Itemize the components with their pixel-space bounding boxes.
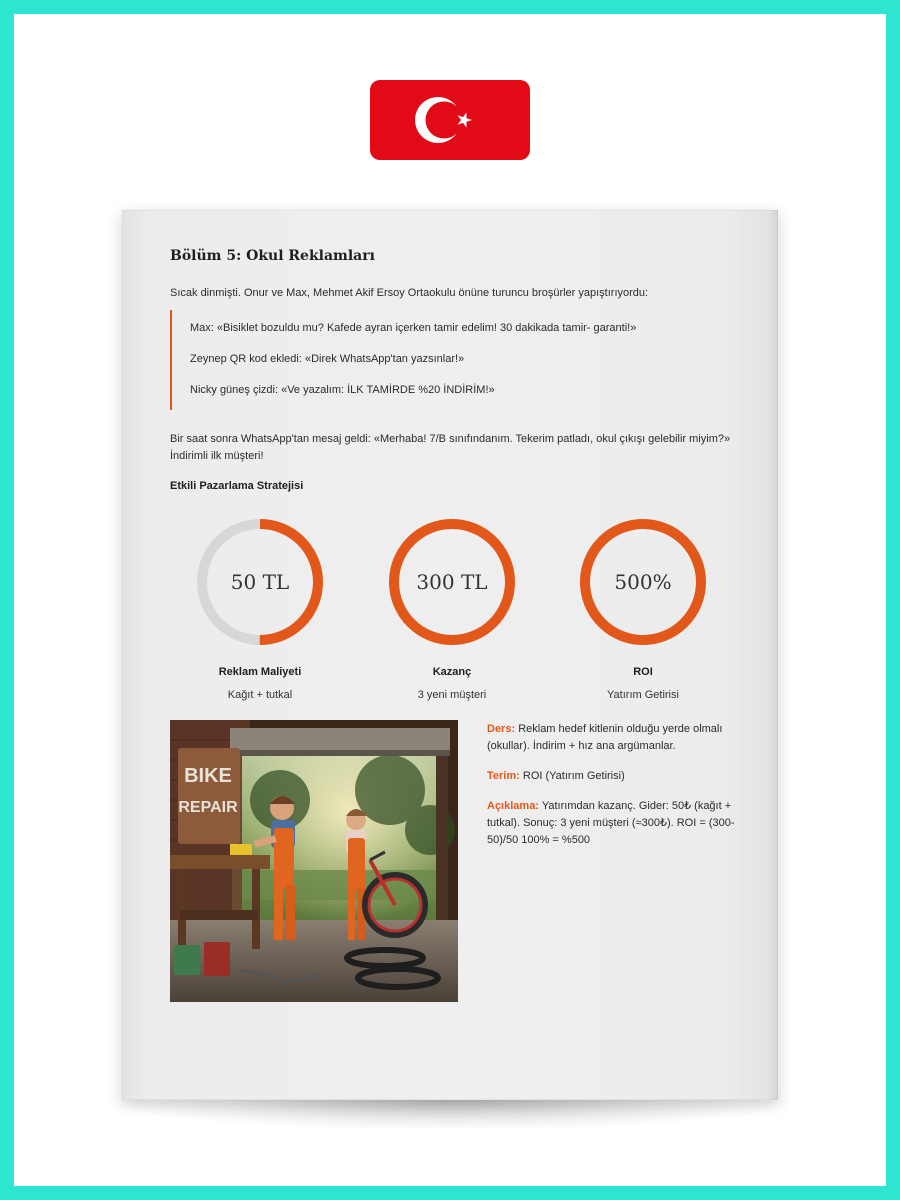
stats-heading: Etkili Pazarlama Stratejisi xyxy=(170,480,304,492)
chapter-title: Bölüm 5: Okul Reklamları xyxy=(170,248,375,264)
quote-line: Max: «Bisiklet bozuldu mu? Kafede ayran içerken tamir edelim! 30 dakikada tamir- garanti!» xyxy=(190,322,637,334)
bike-repair-illustration xyxy=(170,720,458,1002)
quote-line: Nicky güneş çizdi: «Ve yazalım: İLK TAMİRDE %20 İNDİRİM!» xyxy=(190,384,495,396)
stat-label: Reklam Maliyeti xyxy=(218,666,302,678)
sign-text: REPAIR xyxy=(178,799,238,816)
sign-text: BIKE xyxy=(184,765,232,787)
story-paragraph: Bir saat sonra WhatsApp'tan mesaj geldi: «Merhaba! 7/B sınıfındanım. Tekerim patladı, okul çıkışı gelebilir miyim?» İndirimli ilk müşteri! xyxy=(170,433,731,462)
ring-chart xyxy=(573,512,713,652)
turkey-flag-icon xyxy=(370,80,530,160)
note-text: Yatırımdan kazanç. Gider: 50₺ (kağıt + tutkal). Sonuç: 3 yeni müşteri (≈300₺). ROI = (300-50)/50 100% = %500 xyxy=(487,800,735,846)
stat-label: Kazanç xyxy=(432,666,472,678)
note-lesson xyxy=(487,721,737,755)
ring-chart xyxy=(190,512,330,652)
note-term xyxy=(487,768,737,785)
note-key: Ders: xyxy=(487,723,516,735)
note-key: Açıklama: xyxy=(487,800,539,812)
quote-line: Zeynep QR kod ekledi: «Direk WhatsApp'tan yazsınlar!» xyxy=(190,353,465,365)
stat-value: 500% xyxy=(614,570,672,594)
intro-paragraph: Sıcak dinmişti. Onur ve Max, Mehmet Akif Ersoy Ortaokulu önüne turuncu broşürler yapıştırıyordu: xyxy=(170,287,649,299)
quote-block xyxy=(170,310,730,410)
note-text: ROI (Yatırım Getirisi) xyxy=(522,770,625,782)
stat-ad-cost xyxy=(180,512,340,701)
notes-panel xyxy=(487,721,737,862)
stat-subtitle: 3 yeni müşteri xyxy=(417,689,487,701)
note-explanation xyxy=(487,798,737,849)
note-text: Reklam hedef kitlenin olduğu yerde olmalı (okullar). İndirim + hız ana argümanlar. xyxy=(487,723,723,752)
stat-roi xyxy=(563,512,723,701)
stat-earnings xyxy=(372,512,532,701)
stat-value: 50 TL xyxy=(230,570,290,594)
note-key: Terim: xyxy=(487,770,520,782)
document-page xyxy=(122,210,778,1100)
stat-label: ROI xyxy=(633,666,653,678)
ring-chart xyxy=(382,512,522,652)
stat-subtitle: Yatırım Getirisi xyxy=(607,689,679,701)
stat-value: 300 TL xyxy=(416,570,488,594)
stat-subtitle: Kağıt + tutkal xyxy=(227,689,293,701)
